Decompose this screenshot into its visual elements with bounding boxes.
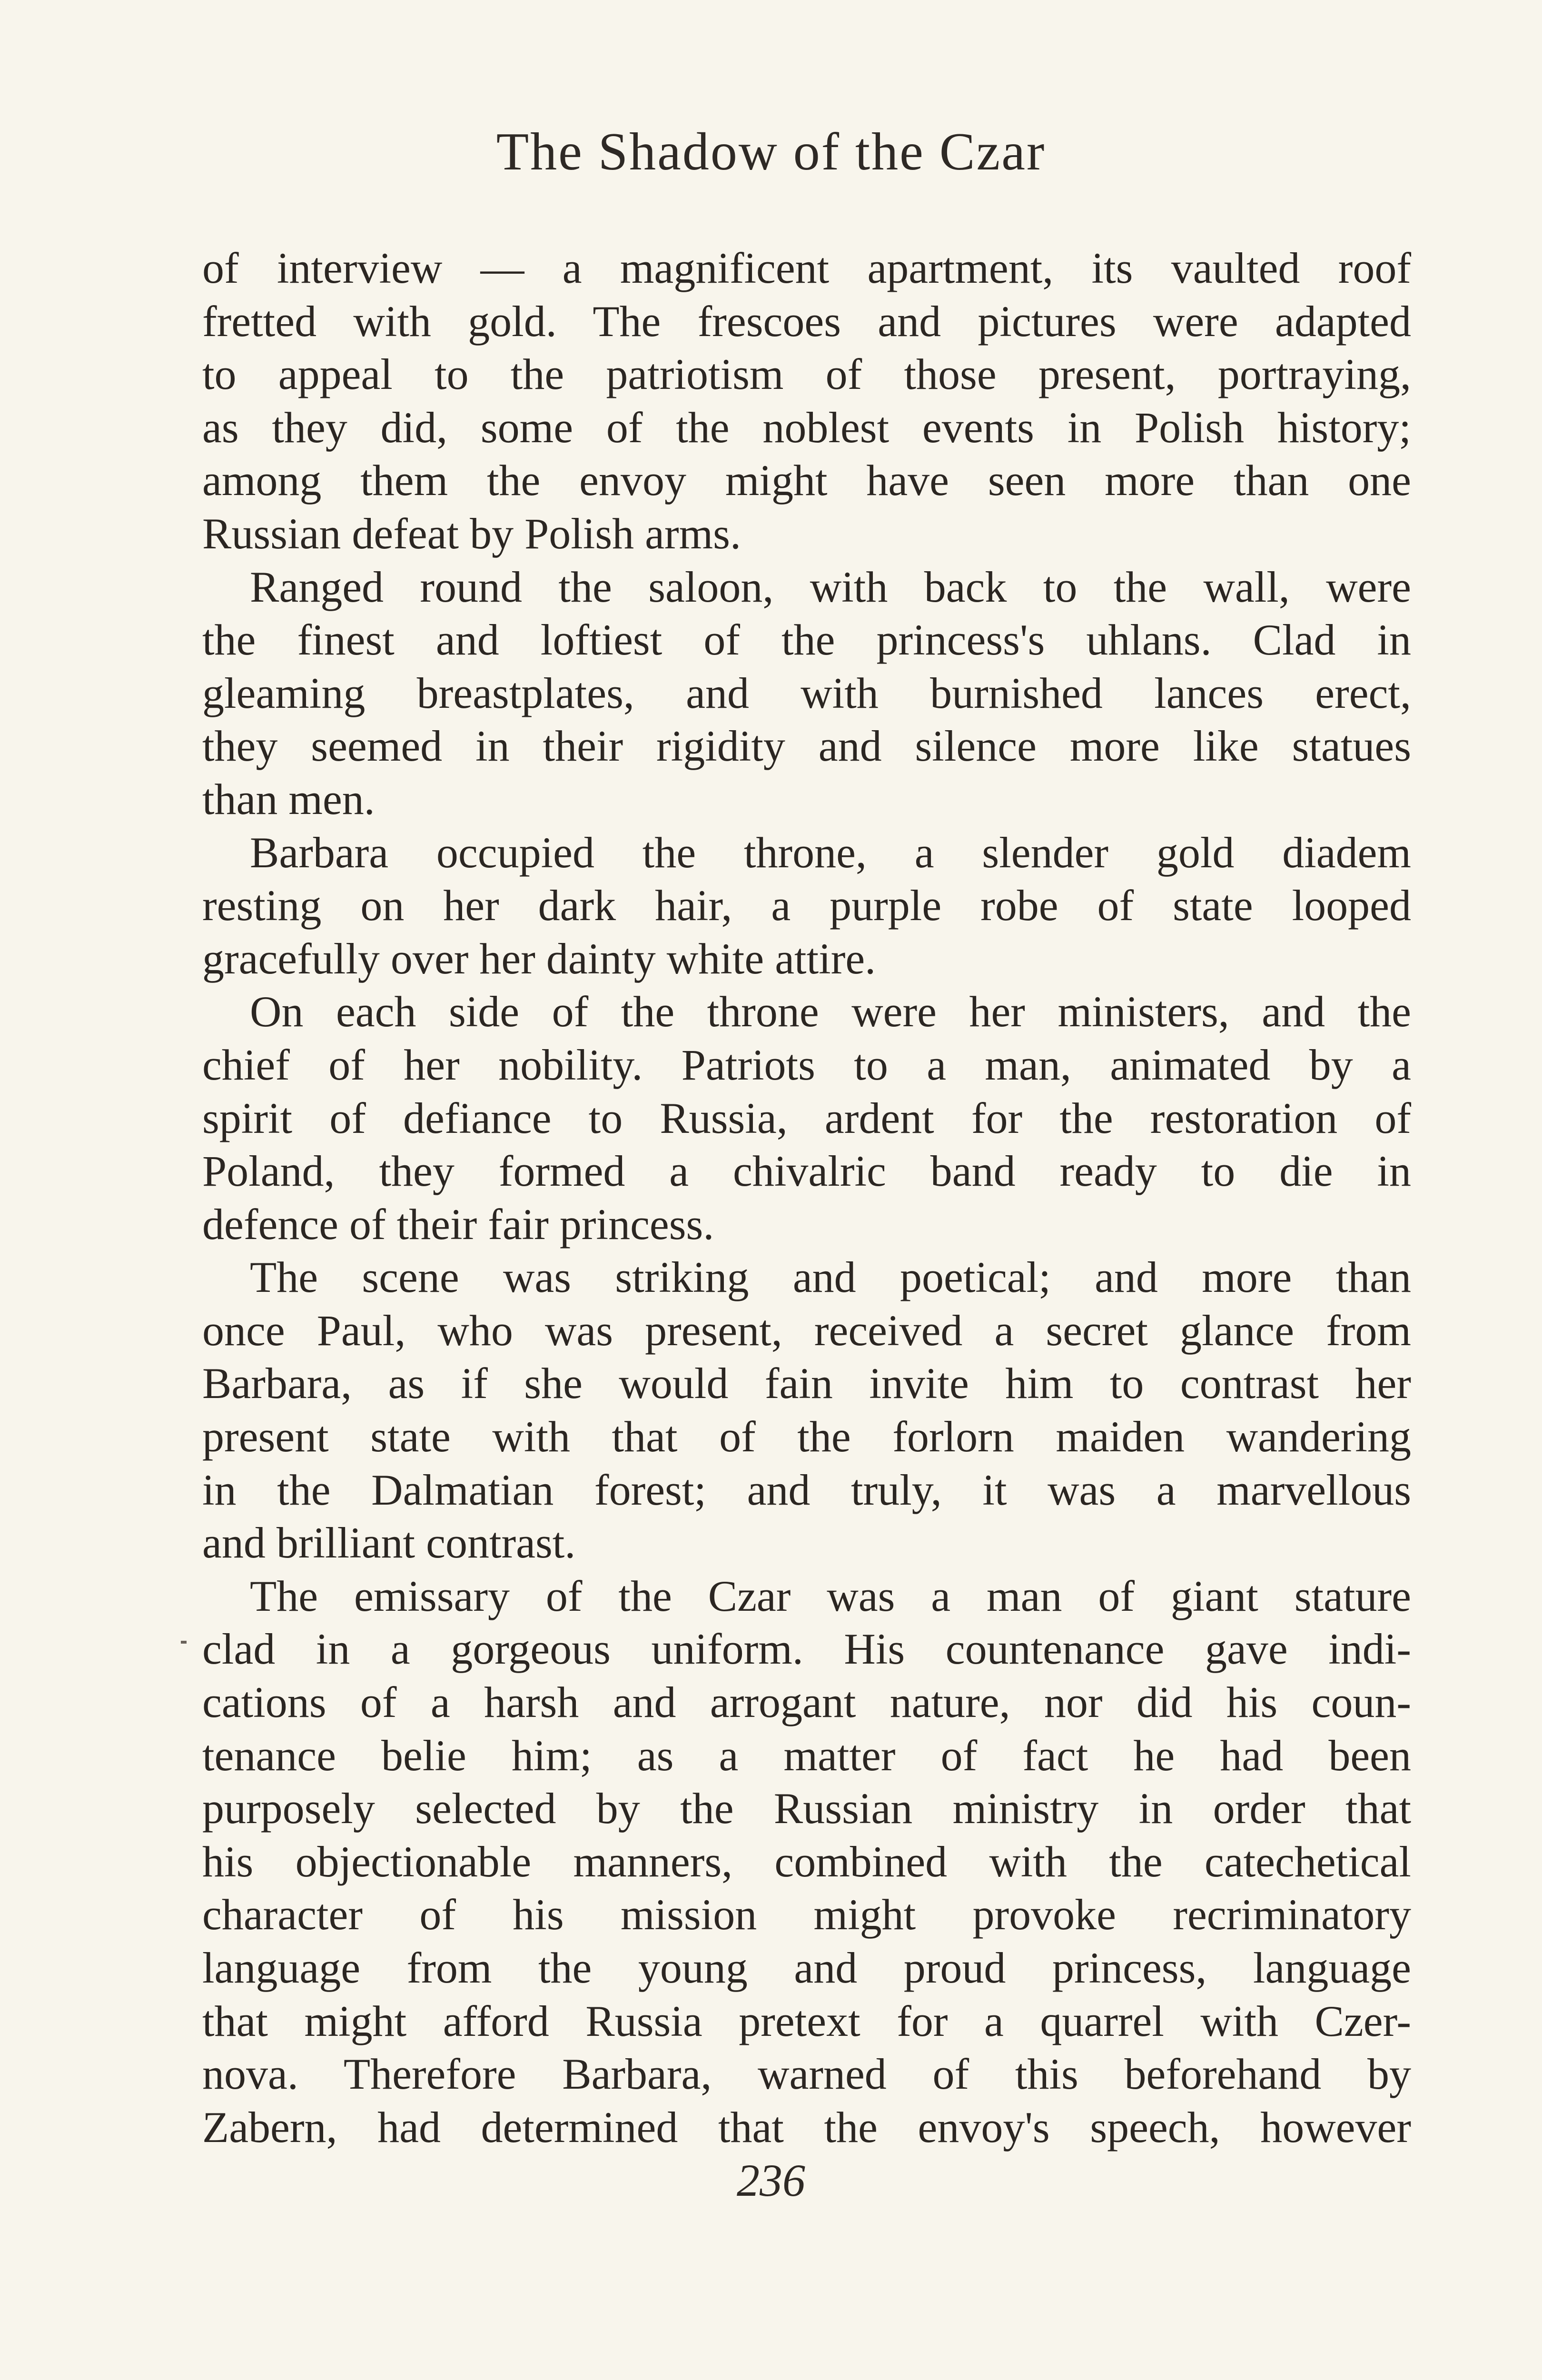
text-line: that might afford Russia pretext for a quarrel with Czer-	[202, 1996, 1411, 2045]
text-line: of interview — a magnificent apartment, its vaulted roof	[202, 244, 1411, 292]
text-line: language from the young and proud princess, language	[202, 1944, 1411, 1992]
text-line: The emissary of the Czar was a man of giant stature	[250, 1571, 1411, 1620]
body-text	[202, 242, 1411, 2154]
text-line: clad in a gorgeous uniform. His countenance gave indi-	[202, 1625, 1411, 1674]
text-line: nova. Therefore Barbara, warned of this beforehand by	[202, 2050, 1411, 2099]
text-line: the finest and loftiest of the princess's uhlans. Clad in	[202, 615, 1411, 664]
text-line: among them the envoy might have seen more than one	[202, 456, 1411, 505]
text-line: chief of her nobility. Patriots to a man, animated by a	[202, 1040, 1411, 1089]
running-head: The Shadow of the Czar	[496, 122, 1046, 181]
text-line: Zabern, had determined that the envoy's speech, however	[202, 2102, 1411, 2152]
text-line: purposely selected by the Russian ministry in order that	[202, 1784, 1411, 1833]
text-line: spirit of defiance to Russia, ardent for the restoration of	[202, 1093, 1411, 1142]
text-line: Barbara occupied the throne, a slender gold diadem	[250, 828, 1411, 877]
text-line: his objectionable manners, combined with the catechetical	[202, 1837, 1411, 1886]
text-line: fretted with gold. The frescoes and pictures were adapted	[202, 297, 1411, 346]
text-line: On each side of the throne were her ministers, and the	[250, 987, 1411, 1036]
text-line: Ranged round the saloon, with back to the wall, were	[250, 562, 1411, 611]
text-line: as they did, some of the noblest events in Polish history;	[202, 403, 1411, 452]
text-line: gleaming breastplates, and with burnished lances erect,	[202, 668, 1411, 717]
margin-mark	[181, 1641, 187, 1644]
text-line: defence of their fair princess.	[202, 1200, 714, 1249]
text-line: tenance belie him; as a matter of fact he had been	[202, 1731, 1411, 1780]
page-number: 236	[737, 2155, 805, 2206]
text-line: The scene was striking and poetical; and more than	[250, 1253, 1411, 1302]
text-line: character of his mission might provoke recriminatory	[202, 1890, 1411, 1939]
text-line: present state with that of the forlorn maiden wandering	[202, 1412, 1411, 1461]
text-line: Russian defeat by Polish arms.	[202, 509, 741, 558]
text-line: and brilliant contrast.	[202, 1518, 576, 1567]
text-line: to appeal to the patriotism of those present, portraying,	[202, 350, 1411, 399]
text-line: resting on her dark hair, a purple robe of state looped	[202, 881, 1411, 930]
text-line: they seemed in their rigidity and silence more like statues	[202, 722, 1411, 771]
text-line: Barbara, as if she would fain invite him to contrast her	[202, 1359, 1411, 1408]
text-line: cations of a harsh and arrogant nature, nor did his coun-	[202, 1678, 1411, 1727]
text-line: gracefully over her dainty white attire.	[202, 934, 876, 983]
text-line: Poland, they formed a chivalric band ready to die in	[202, 1147, 1411, 1196]
text-line: in the Dalmatian forest; and truly, it was a marvellous	[202, 1465, 1411, 1514]
text-line: once Paul, who was present, received a secret glance from	[202, 1306, 1411, 1355]
text-line: than men.	[202, 774, 375, 823]
